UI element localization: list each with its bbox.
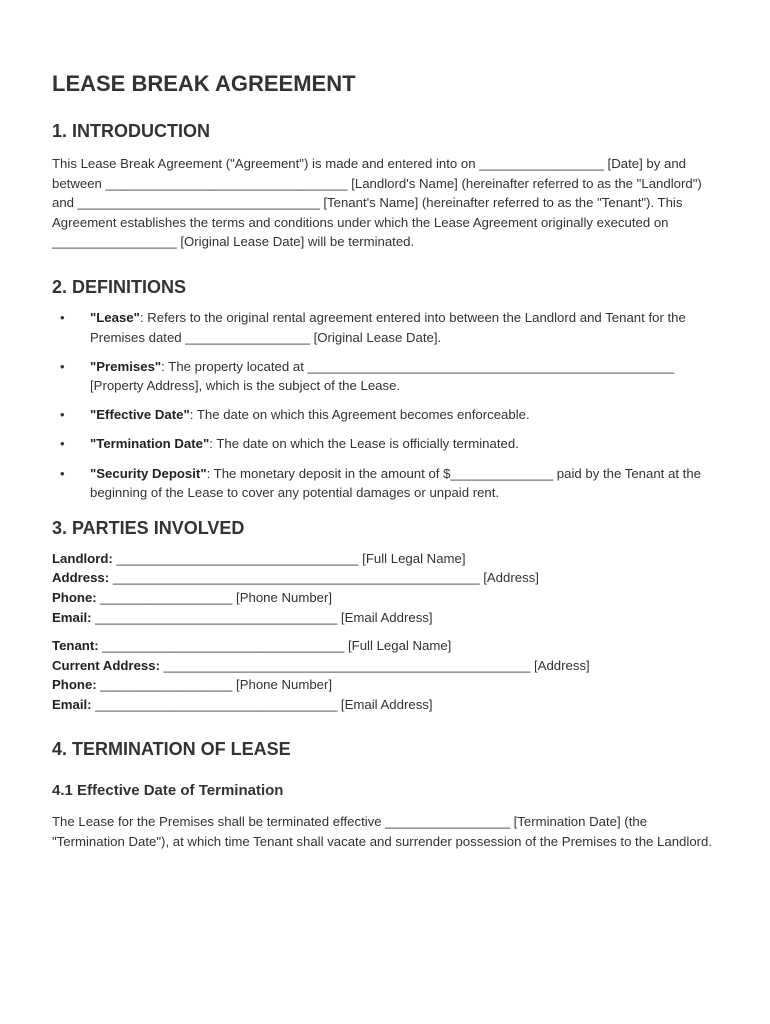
tenant-phone-row <box>52 675 720 695</box>
landlord-address-row <box>52 568 720 588</box>
bullet-icon: • <box>60 407 65 423</box>
definitions-list <box>52 308 720 503</box>
bullet-icon: • <box>60 309 65 325</box>
section-heading-introduction: 1. INTRODUCTION <box>52 121 211 141</box>
bullet-icon: • <box>60 436 65 452</box>
definition-term: "Security Deposit" <box>90 465 207 481</box>
definition-text: : The monetary deposit in the amount of $______________ paid by the Tenant at the beginning of the Lease to cover any potential damages or unpaid rent. <box>90 465 701 501</box>
field-label: Address: <box>52 570 110 586</box>
field-label: Phone: <box>52 589 97 605</box>
termination-paragraph: The Lease for the Premises shall be terminated effective _________________ [Termination Date] (the "Termination Date"), at which time Tenant shall vacate and surrender possession of the Premises to the Landlord. <box>52 814 713 850</box>
definition-item-premises <box>52 357 720 396</box>
field-value: _________________________________ [Full Legal Name] <box>98 638 452 654</box>
definition-item-security-deposit <box>52 464 720 503</box>
tenant-details <box>52 636 720 714</box>
field-value: __________________ [Phone Number] <box>96 589 333 605</box>
landlord-email-row <box>52 608 720 628</box>
section-heading-termination: 4. TERMINATION OF LEASE <box>52 739 291 760</box>
section-heading-parties: 3. PARTIES INVOLVED <box>52 517 245 538</box>
subsection-heading-effective-date: 4.1 Effective Date of Termination <box>52 782 284 800</box>
document-page <box>52 68 720 852</box>
field-value: _________________________________ [Email Address] <box>91 609 433 625</box>
tenant-address-row <box>52 656 720 676</box>
definition-text: : The date on which the Lease is officially terminated. <box>209 436 519 452</box>
field-value: __________________________________________________ [Address] <box>159 657 590 673</box>
definition-item-effective-date <box>52 405 720 425</box>
field-label: Current Address: <box>52 657 160 673</box>
definition-term: "Termination Date" <box>90 436 210 452</box>
field-label: Tenant: <box>52 638 99 654</box>
field-value: _________________________________ [Full Legal Name] <box>112 550 466 566</box>
field-value: __________________________________________________ [Address] <box>109 570 539 586</box>
definition-item-termination-date <box>52 434 720 454</box>
definition-term: "Effective Date" <box>90 407 190 423</box>
landlord-phone-row <box>52 588 720 608</box>
document-title: LEASE BREAK AGREEMENT <box>52 71 356 96</box>
field-value: __________________ [Phone Number] <box>96 677 333 693</box>
landlord-details <box>52 549 720 627</box>
definition-item-lease <box>52 308 720 347</box>
bullet-icon: • <box>60 465 65 481</box>
landlord-name-row <box>52 549 720 569</box>
definition-term: "Lease" <box>90 309 140 325</box>
bullet-icon: • <box>60 358 65 374</box>
field-label: Phone: <box>52 677 97 693</box>
definition-text: : The property located at __________________________________________________ [Property Address], which is the subject of the Lease. <box>90 358 675 394</box>
field-label: Email: <box>52 609 92 625</box>
introduction-paragraph: This Lease Break Agreement ("Agreement") is made and entered into on _________________ [Date] by and between _________________________________ [Landlord's Name] (hereinafter referred to as the "Landlord") and _________________________________ [Tenant's Name] (hereinafter referred to as the "Tenant"). This Agreement establishes the terms and conditions under which the Lease Agreement originally executed on _________________ [Original Lease Date] will be terminated. <box>52 156 702 250</box>
section-heading-definitions: 2. DEFINITIONS <box>52 276 187 297</box>
definition-text: : The date on which this Agreement becomes enforceable. <box>189 407 530 423</box>
field-value: _________________________________ [Email Address] <box>91 696 433 712</box>
field-label: Email: <box>52 696 92 712</box>
tenant-name-row <box>52 636 720 656</box>
definition-term: "Premises" <box>90 358 162 374</box>
tenant-email-row <box>52 695 720 715</box>
definition-text: : Refers to the original rental agreement entered into between the Landlord and Tenant for the Premises dated _________________ [Original Lease Date]. <box>90 309 686 345</box>
field-label: Landlord: <box>52 550 113 566</box>
